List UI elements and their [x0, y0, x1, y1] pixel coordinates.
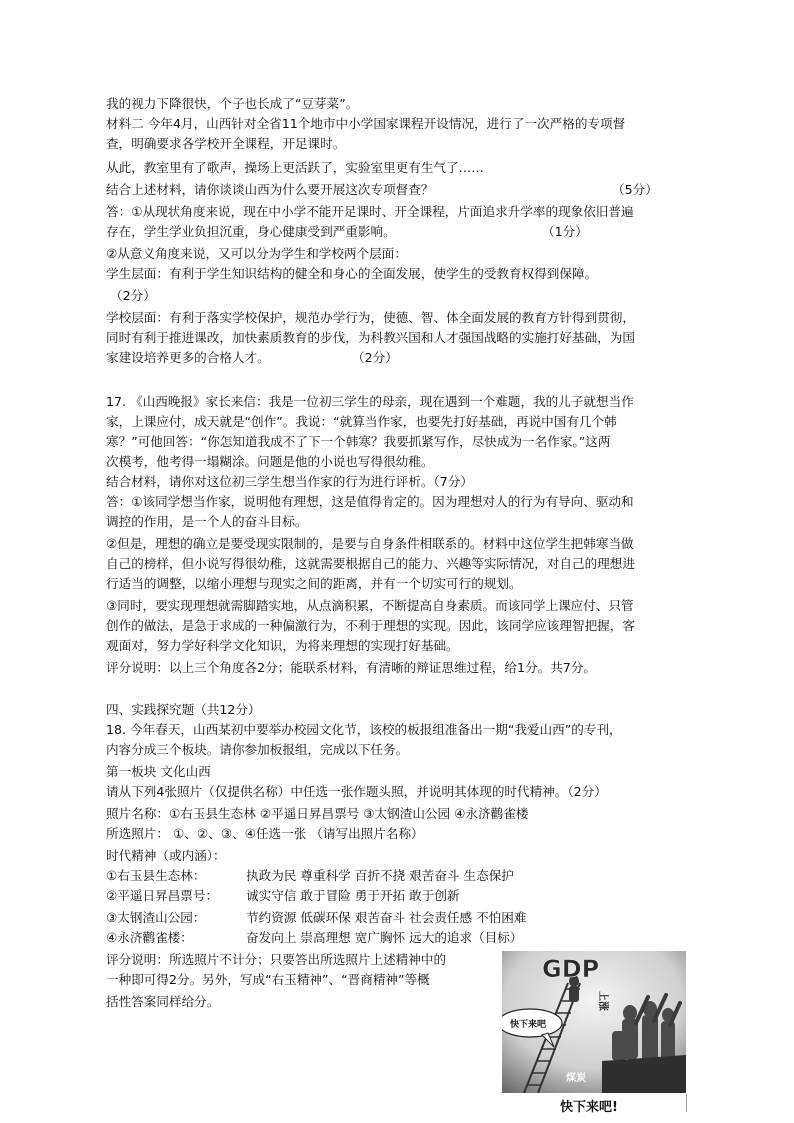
text-line: 请从下列4张照片（仅提供名称）中任选一张作题头照，并说明其体现的时代精神。（2分）: [106, 784, 607, 799]
text-line: 存在，学生学业负担沉重，身心健康受到严重影响。: [106, 224, 396, 239]
text-line: 我的视力下降很快，个子也长成了“豆芽菜”。: [106, 96, 359, 111]
cartoon-drawing: [502, 951, 686, 1093]
cartoon-caption: 快下来吧!: [560, 1100, 618, 1115]
cartoon-image: [502, 951, 686, 1093]
text-line: 调控的作用，是一个人的奋斗目标。: [106, 514, 308, 529]
spirit-photo: ③太钢渣山公园：: [106, 910, 206, 925]
spirit-values: 执政为民 尊重科学 百折不挠 艰苦奋斗 生态保护: [246, 868, 514, 883]
cartoon-side-label: 上涨: [597, 991, 608, 1011]
scoring-note: 评分说明：以上三个角度各2分；能联系材料，有清晰的辩证思维过程，给1分。共7分。: [106, 660, 597, 675]
score-label: （2分）: [352, 350, 398, 365]
text-line: 家建设培养更多的合格人才。: [106, 350, 270, 365]
question-16: 结合上述材料，请你谈谈山西为什么要开展这次专项督查？: [106, 182, 434, 197]
cartoon-bubble-text: 快下来吧: [510, 1020, 547, 1030]
text-line: 内容分成三个板块。请你参加板报组，完成以下任务。: [106, 742, 409, 757]
cartoon-title: GDP: [542, 955, 600, 983]
scoring-note: 评分说明：所选照片不计分；只要答出所选照片上述精神中的: [106, 952, 447, 967]
text-line: 时代精神（或内涵）：: [106, 848, 226, 863]
text-line: 学生层面：有利于学生知识结构的健全和身心的全面发展，使学生的受教育权得到保障。: [106, 266, 598, 281]
text-line: ②但是，理想的确立是要受现实限制的，是要与自身条件相联系的。材料中这位学生把韩寒当做: [106, 536, 634, 551]
spirit-values: 奋发向上 崇高理想 宽广胸怀 远大的追求（目标）: [246, 930, 523, 945]
text-line: 所选照片： ①、②、③、④任选一张 （请写出照片名称）: [106, 826, 424, 841]
text-line: 次模考，他考得一塌糊涂。问题是他的小说也写得很幼稚。: [106, 454, 434, 469]
divider: [686, 1094, 687, 1112]
spirit-photo: ①右玉县生态林：: [106, 868, 206, 883]
text-line: 答：①该同学想当作家，说明他有理想，这是值得肯定的。因为理想对人的行为有导向、驱动和: [106, 494, 634, 509]
block-title: 第一板块 文化山西: [106, 764, 211, 779]
text-line: 答：①从现状角度来说，现在中小学不能开足课时、开全课程，片面追求升学率的现象依旧普遍: [106, 204, 634, 219]
text-line: 括性答案同样给分。: [106, 994, 220, 1009]
text-line: 学校层面：有利于落实学校保护，规范办学行为，使德、智、体全面发展的教育方针得到贯彻，: [106, 310, 635, 325]
text-line: 行适当的调整，以缩小理想与现实之间的距离，并有一个切实可行的规划。: [106, 576, 522, 591]
text-line: 家，上课应付，成天就是“创作”。我说：“就算当作家，也要先打好基础，再说中国有几个韩: [106, 414, 617, 429]
question-18: 18. 今年春天，山西某初中要举办校园文化节，该校的板报组准备出一期“我爱山西”的专刊，: [106, 722, 622, 737]
spirit-values: 节约资源 低碳环保 艰苦奋斗 社会责任感 不怕困难: [246, 910, 527, 925]
spirit-photo: ④永济鹳雀楼：: [106, 930, 193, 945]
spirit-photo: ②平遥日昇昌票号：: [106, 888, 219, 903]
score-label: （2分）: [110, 288, 156, 303]
text-line: 结合材料，请你对这位初三学生想当作家的行为进行评析。（7分）: [106, 474, 473, 489]
spirit-values: 诚实守信 敢于冒险 勇于开拓 敢于创新: [246, 888, 460, 903]
score-label: （1分）: [542, 224, 588, 239]
text-line: 一种即可得2分。另外，写成“右玉精神”、“晋商精神”等概: [106, 972, 430, 987]
text-line: 材料二 今年4月，山西针对全省11个地市中小学国家课程开设情况，进行了一次严格的专项督: [106, 116, 626, 131]
section-heading: 四、实践探究题（共12分）: [106, 702, 261, 717]
text-line: 观面对，努力学好科学文化知识，为将来理想的实现打好基础。: [106, 638, 459, 653]
text-line: 从此，教室里有了歌声，操场上更活跃了，实验室里更有生气了……: [106, 160, 484, 175]
text-line: 同时有利于推进课改，加快素质教育的步伐，为科教兴国和人才强国战略的实施打好基础，为国: [106, 330, 635, 345]
score-label: （5分）: [612, 182, 658, 197]
text-line: ③同时，要实现理想就需脚踏实地，从点滴积累，不断提高自身素质。而该同学上课应付、只管: [106, 598, 634, 613]
question-17: 17. 《山西晚报》家长来信：我是一位初三学生的母亲，现在遇到一个难题，我的儿子就想当作: [106, 394, 634, 409]
text-line: 创作的做法，是急于求成的一种偏激行为，不利于理想的实现。因此，该同学应该理智把握，客: [106, 618, 635, 633]
cartoon-bottom-label: 煤炭: [566, 1073, 586, 1084]
photo-names: 照片名称：①右玉县生态林 ②平遥日昇昌票号 ③太钢渣山公园 ④永济鹳雀楼: [106, 806, 529, 821]
text-line: 自己的榜样，但小说写得很幼稚，这就需要根据自己的能力、兴趣等实际情况，对自己的理想进: [106, 556, 635, 571]
text-line: ②从意义角度来说，又可以分为学生和学校两个层面：: [106, 246, 407, 261]
text-line: 查，明确要求各学校开全课程，开足课时。: [106, 136, 346, 151]
text-line: 寒？”可他回答：“你怎知道我成不了下一个韩寒？我要抓紧写作，尽快成为一名作家。”这两: [106, 434, 611, 449]
